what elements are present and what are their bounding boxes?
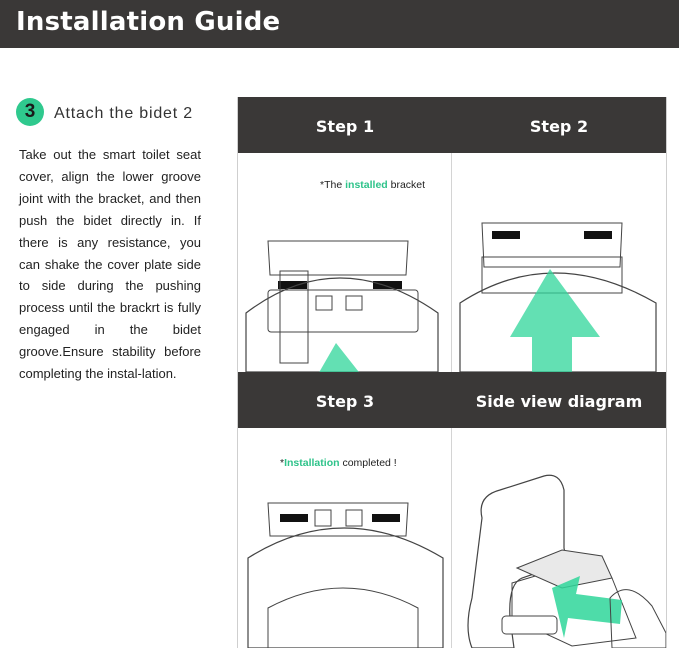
panel-step-3 <box>238 372 452 648</box>
panel-label: Step 1 <box>238 97 452 153</box>
panel-label: Side view diagram <box>452 372 666 428</box>
step-description: Take out the smart toilet seat cover, align the lower groove joint with the bracket, and then push the bidet directly in. If there is any resistance, you can shake the cover plate side to side during the pushing process until the brackrt is fully engaged in the bidet groove.Ensure stability before completing the instal-lation. <box>19 147 201 382</box>
panel-step-2 <box>452 97 666 372</box>
panel-step-1 <box>238 97 452 372</box>
bracket-diagram-step-2 <box>452 153 666 372</box>
installed-bracket-note: *The installed bracket <box>320 179 426 191</box>
panel-label: Step 2 <box>452 97 666 153</box>
side-view-diagram <box>452 428 666 648</box>
page-title: Installation Guide <box>16 7 281 37</box>
step-title: Attach the bidet 2 <box>54 105 193 122</box>
panel-side-view <box>452 372 666 648</box>
header-bar <box>0 0 679 48</box>
installation-completed-note: *Installation completed ! <box>280 457 397 469</box>
panel-label: Step 3 <box>238 372 452 428</box>
step-number-badge: 3 <box>16 98 44 126</box>
